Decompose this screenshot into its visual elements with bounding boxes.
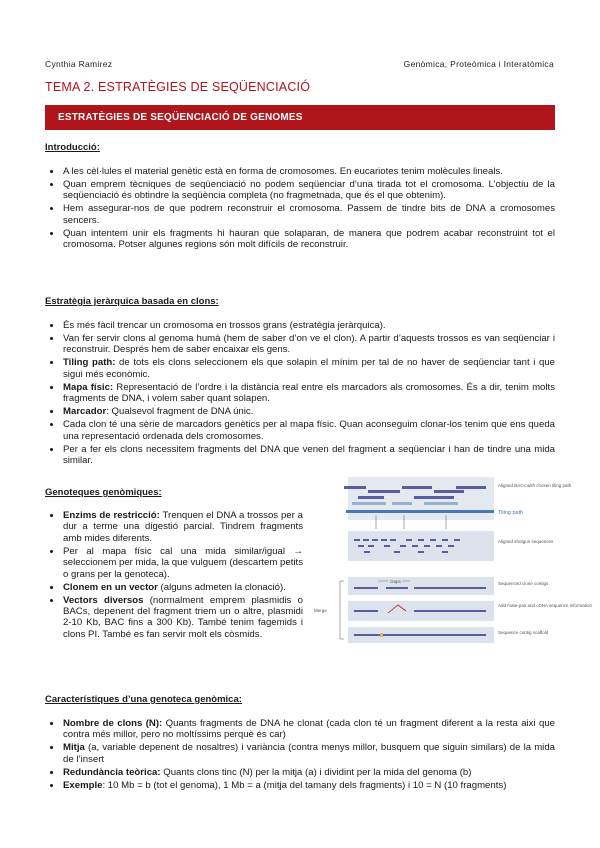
read (448, 545, 454, 547)
item-text: Quants fragments de DNA he clonat (cada clon té un fragment diferent a la resta aixi que contra més millor, pero no moltíssims perquè és car) (63, 718, 556, 741)
read (418, 551, 424, 553)
item-text: Quants clons tinc (N) per la mitja (a) i dividint per la mida del genoma (b) (160, 766, 472, 778)
item-term: Redundància teòrica: (63, 766, 161, 778)
read (418, 539, 424, 541)
item-text: Trenquen el DNA a trossos per a dur a terme una digestió parcial. Tindrem fragments amb mides diferents. (63, 510, 303, 544)
list-item (62, 333, 555, 356)
contig (414, 587, 486, 589)
item-text: (normalment emprem plasmidis o BACs, depenent del fragment triem un o altre, plasmidi 2-10 Kb, BAC fins a 300 Kb). També tenim fagemids i clons PI. També es fan servir molt els còsmids. (63, 594, 303, 640)
characteristics-list (45, 718, 555, 793)
item-term: Mitja (63, 742, 85, 754)
read (390, 539, 396, 541)
list-item (62, 767, 555, 778)
bac-bar (358, 496, 384, 499)
bac-bar (344, 486, 366, 489)
bac-bar (352, 502, 386, 505)
hierarchical-heading: Estratègia jeràrquica basada en clons: (45, 296, 219, 307)
list-item (62, 357, 555, 380)
item-text: Per a fer els clons necessitem fragments del DNA que venen del fragment a seqüenciar i han de tindre una mida similar. (63, 443, 555, 467)
bac-bar (392, 502, 412, 505)
item-term: Marcador (63, 406, 107, 418)
list-item: • A les cèl·lules el material genètic està en forma de cromosomes. En eucariotes tenim molècules lineals. (62, 166, 555, 177)
contig (354, 610, 378, 612)
libraries-list (45, 510, 303, 642)
item-text: És més fàcil trencar un cromosoma en trossos grans (estratègia jeràrquica). (63, 320, 386, 331)
list-item (62, 718, 555, 741)
read (454, 539, 460, 541)
scaffold-marker (380, 633, 383, 637)
item-term: Clonem en un vector (63, 581, 158, 593)
hierarchical-list (45, 320, 555, 468)
label-gaps: Gaps (390, 579, 401, 584)
label-aligned-bacs: Aligned BACs with chosen tiling path (498, 483, 572, 488)
label-scaffold: Sequence contig scaffold (498, 630, 549, 635)
read (424, 545, 430, 547)
read (372, 539, 378, 541)
label-mate-pairs: Add mate-pair and cDNA sequence information (498, 603, 593, 608)
bac-bars-light (352, 502, 458, 505)
item-text: (a, variable depenent de nosaltres) i variància (contra menys millor, busquem que siguin similars) de la mida de l’insert (63, 742, 555, 765)
bac-bar (456, 486, 486, 489)
read (363, 539, 369, 541)
item-text: : Qualsevol fragment de DNA únic. (106, 406, 254, 418)
contig (354, 587, 378, 589)
intro-heading: Introducció: (45, 142, 100, 153)
read (406, 539, 412, 541)
header-course: Genòmica, Proteòmica i Interatòmica (403, 59, 554, 69)
item-text: Cada clon té una sèrie de marcadors genètics per al mapa físic. Quan aconseguim clonar-los tenim que ens queda una representació ordenada dels cromosomes. (63, 419, 555, 442)
sequencing-diagram (306, 477, 593, 645)
item-term: Nombre de clons (N): (63, 718, 163, 729)
read (364, 551, 370, 553)
label-merge: Merge (314, 608, 327, 613)
tiling-path-bar (346, 510, 494, 513)
section-band: ESTRATÈGIES DE SEQÜENCIACIÓ DE GENOMES (45, 105, 555, 130)
bac-bar (368, 490, 400, 493)
bac-bar (434, 490, 464, 493)
item-text: Van fer servir clons al genoma humà (hem de saber d’on ve el clon). A partir d’aquests trossos es van seqüenciar i reconstruir. Després hem de saber encaixar els gens. (63, 333, 555, 356)
item-text: Representació de l’ordre i la distància real entre els marcadors als cromosomes. És a dir, tenim molts fragments de DNA, i volem saber quant solapen. (63, 381, 555, 405)
item-term: Exemple (63, 779, 103, 791)
list-item (62, 406, 555, 417)
header-author: Cynthia Ramirez (45, 59, 113, 69)
read (354, 539, 360, 541)
label-tiling-path: Tiling path (498, 510, 524, 516)
read (412, 545, 418, 547)
read (430, 539, 436, 541)
item-term: Vectors diversos (63, 594, 144, 606)
item-text: Per al mapa físic cal una mida similar/igual → seleccionem per mida, la que vulguem (descartem petits o grans per la genoteca). (63, 545, 303, 580)
panel-contigs (348, 577, 494, 595)
item-text: (alguns admeten la clonació). (157, 581, 286, 593)
contig (414, 610, 486, 612)
read (381, 539, 387, 541)
read (384, 545, 390, 547)
bac-bar (424, 502, 458, 505)
bac-bar (402, 486, 432, 489)
item-term: Mapa físic: (63, 381, 114, 393)
page-title: TEMA 2. ESTRATÈGIES DE SEQÜENCIACIÓ (45, 80, 311, 94)
list-item: • Quan emprem tècniques de seqüenciació no podem seqüenciar d’una tirada tot el cromosoma. L’objectiu de la seqüenciació és obtindre la seqüència completa (no fragmetnada, que és el que obtenim). (62, 179, 555, 202)
list-item: • Hem assegurar-nos de que podrem reconstruir el cromosoma. Passem de tindre bits de DNA a cromosomes sencers. (62, 203, 555, 226)
read (368, 545, 374, 547)
item-term: Enzims de restricció: (63, 510, 160, 521)
list-item: • Quan intentem unir els fragments hi hauran que solaparan, de manera que podrem acabar reconstruint tot el cromosoma. Potser algunes regions són molt difícils de reconstruir. (62, 228, 555, 251)
libraries-heading: Genoteques genòmiques: (45, 487, 162, 498)
merge-bracket (340, 581, 344, 639)
list-item (62, 419, 555, 442)
item-term: Tiling path: (63, 357, 116, 369)
list-item (62, 582, 303, 593)
read (358, 545, 364, 547)
read (436, 545, 442, 547)
characteristics-heading: Característiques d’una genoteca genòmica: (45, 694, 242, 705)
list-item (62, 546, 303, 580)
read (442, 551, 448, 553)
read (394, 551, 400, 553)
list-item (62, 780, 555, 791)
list-item (62, 595, 303, 641)
read (400, 545, 406, 547)
list-item (62, 382, 555, 405)
label-contigs: Sequenced clone contigs (498, 581, 549, 586)
list-item (62, 742, 555, 765)
contig (386, 587, 408, 589)
list-item (62, 444, 555, 467)
label-shotgun: Aligned shotgun sequences (498, 539, 554, 544)
list-item (62, 510, 303, 544)
scaffold-bar (354, 634, 486, 636)
bac-bar (414, 496, 454, 499)
list-item (62, 320, 555, 331)
read (442, 539, 448, 541)
intro-list (45, 166, 555, 252)
item-text: de tots els clons seleccionem els que solapin el mínim per tal de no haver de seqüenciar tant i que sigui més econòmic. (63, 357, 555, 380)
item-text: : 10 Mb = b (tot el genoma), 1 Mb = a (mitja del tamany dels fragments) i 10 = N (10 fragments) (102, 779, 507, 791)
